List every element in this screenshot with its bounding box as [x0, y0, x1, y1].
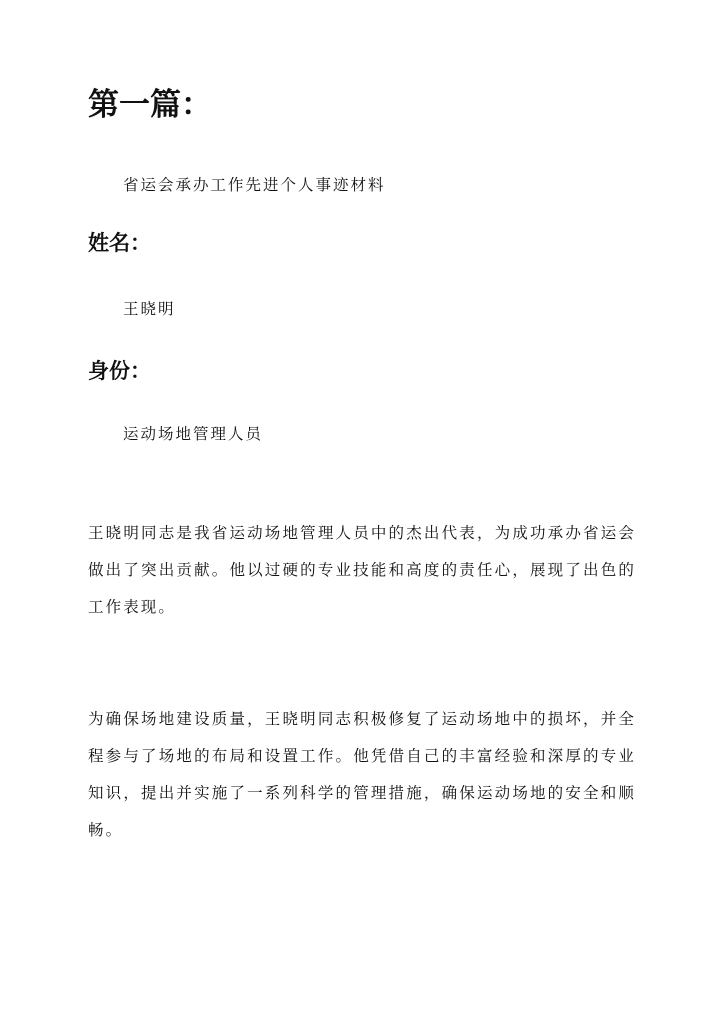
name-value: 王晓明: [123, 300, 176, 318]
document-title: 省运会承办工作先进个人事迹材料: [123, 176, 386, 194]
name-label: 姓名：: [88, 230, 151, 255]
body-paragraph-1: 王晓明同志是我省运动场地管理人员中的杰出代表，为成功承办省运会做出了突出贡献。他以过硬的专业技能和高度的责任心，展现了出色的工作表现。: [88, 524, 636, 616]
chapter-heading: 第一篇：: [88, 87, 212, 123]
role-value: 运动场地管理人员: [123, 425, 264, 443]
role-label: 身份：: [88, 358, 151, 383]
body-paragraph-2: 为确保场地建设质量，王晓明同志积极修复了运动场地中的损坏，并全程参与了场地的布局和设置工作。他凭借自己的丰富经验和深厚的专业知识，提出并实施了一系列科学的管理措施，确保运动场地的安全和顺畅。: [88, 710, 636, 839]
